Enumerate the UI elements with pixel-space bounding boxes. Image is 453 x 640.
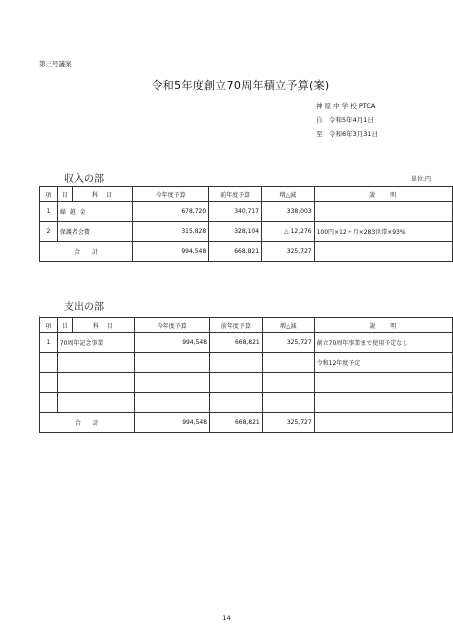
row-diff: 325,727: [262, 333, 314, 353]
row-diff: [262, 393, 314, 413]
header-current: 今年度予算: [134, 318, 210, 333]
row-previous: 340,717: [209, 202, 262, 222]
table-row: [40, 373, 453, 393]
income-header-row: [40, 187, 453, 202]
row-note: [314, 393, 452, 413]
header-item: 科 目: [73, 187, 133, 202]
row-current: 678,720: [133, 202, 209, 222]
row-diff: △ 12,276: [262, 222, 315, 242]
total-diff: 325,727: [262, 242, 315, 262]
header-note: 説 明: [314, 318, 452, 333]
stray-mark: 、: [38, 311, 45, 318]
total-previous: 668,821: [210, 413, 263, 433]
row-diff: 338,003: [262, 202, 315, 222]
header-moku: 目: [57, 318, 72, 333]
total-note: [314, 413, 452, 433]
row-current: 315,828: [133, 222, 209, 242]
expense-header-row: [40, 318, 453, 333]
unit-label: 単位:円: [410, 176, 431, 183]
header-diff: 増△減: [262, 187, 315, 202]
row-previous: [210, 373, 263, 393]
row-note: 創立70周年事業まで使用予定なし: [314, 333, 452, 353]
row-item: 繰 越 金: [57, 202, 132, 222]
income-heading: 収入の部: [64, 174, 104, 185]
row-item: [57, 373, 134, 393]
row-current: 994,548: [134, 333, 210, 353]
row-note: [314, 373, 452, 393]
row-no: [40, 373, 58, 393]
row-note: 令和12年度予定: [314, 353, 452, 373]
expense-heading: 支出の部: [64, 302, 104, 313]
header-previous: 前年度予算: [210, 318, 263, 333]
table-row: [40, 333, 453, 353]
row-note: 100円×12ヶ月×283世帯×93%: [314, 222, 452, 242]
header-item: 科 目: [73, 318, 134, 333]
document-number: 第三号議案: [39, 60, 72, 68]
row-item: 保護者会費: [57, 222, 132, 242]
header-current: 今年度予算: [133, 187, 209, 202]
organization-name: 神 原 中 学 校 PTCA: [316, 102, 376, 110]
row-previous: 328,104: [209, 222, 262, 242]
row-previous: [210, 353, 263, 373]
row-no: 2: [40, 222, 58, 242]
header-no: 項: [40, 318, 58, 333]
total-note: [314, 242, 452, 262]
table-row: [40, 393, 453, 413]
expense-table: [39, 317, 453, 433]
total-label: 合 計: [40, 242, 133, 262]
table-row: [40, 353, 453, 373]
row-item: [57, 353, 134, 373]
row-previous: 668,821: [210, 333, 263, 353]
row-item: [57, 393, 134, 413]
total-current: 994,548: [133, 242, 209, 262]
total-previous: 668,821: [209, 242, 262, 262]
row-no: [40, 393, 58, 413]
row-no: 1: [40, 333, 58, 353]
header-diff: 増△減: [262, 318, 314, 333]
row-diff: [262, 353, 314, 373]
row-note: [314, 202, 452, 222]
header-previous: 前年度予算: [209, 187, 262, 202]
row-previous: [210, 393, 263, 413]
table-row: [40, 202, 453, 222]
total-label: 合 計: [40, 413, 135, 433]
period-to: 至 令和6年3月31日: [316, 130, 379, 138]
income-table: [39, 186, 453, 262]
row-current: [134, 353, 210, 373]
header-moku: 目: [57, 187, 72, 202]
total-row: [40, 242, 453, 262]
total-row: [40, 413, 453, 433]
total-diff: 325,727: [262, 413, 314, 433]
table-row: [40, 222, 453, 242]
page-title: 令和5年度創立70周年積立予算(案): [151, 79, 330, 92]
page-number: 14: [222, 614, 231, 622]
row-no: 1: [40, 202, 58, 222]
header-note: 説 明: [314, 187, 452, 202]
total-current: 994,548: [134, 413, 210, 433]
row-diff: [262, 373, 314, 393]
row-item: 70周年記念事業: [57, 333, 134, 353]
row-no: [40, 353, 58, 373]
period-from: 自 令和5年4月1日: [316, 116, 374, 124]
row-current: [134, 373, 210, 393]
header-no: 項: [40, 187, 58, 202]
row-current: [134, 393, 210, 413]
